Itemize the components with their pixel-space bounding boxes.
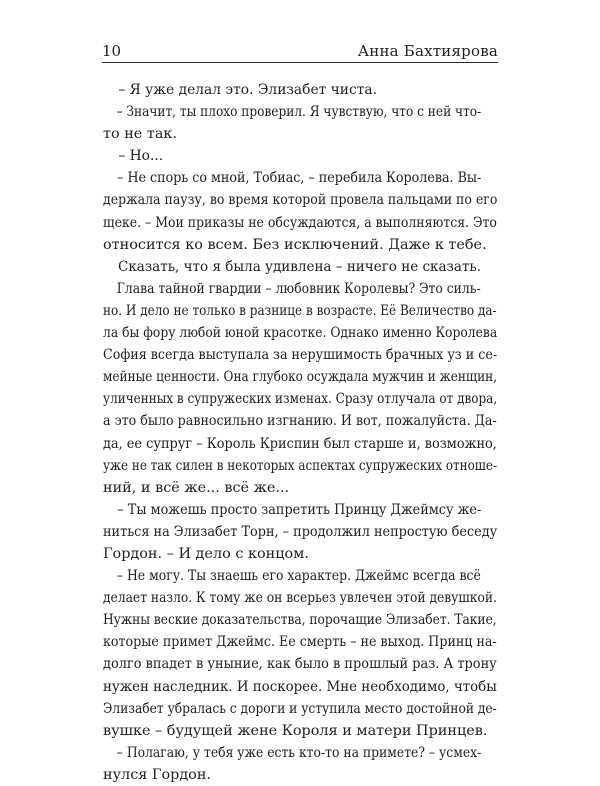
text-line: ниться на Элизабет Торн, – продолжил непростую беседу [103, 523, 498, 540]
text-line: Элизабет убралась с дороги и уступила место достойной де- [103, 700, 497, 717]
running-head [102, 40, 498, 63]
body-text [103, 79, 497, 786]
text-line: Нужны веские доказательства, порочащие Элизабет. Такие, [103, 612, 497, 629]
paragraph [103, 565, 497, 742]
text-line: уже не так силен в некоторых аспектах супружеских отноше- [103, 457, 497, 474]
paragraph [103, 145, 497, 167]
paragraph [103, 742, 497, 786]
text-line: ний, и всё же... всё же... [103, 479, 290, 496]
text-line: Глава тайной гвардии – любовник Королевы? Это силь- [116, 280, 481, 297]
paragraph [103, 101, 497, 145]
text-line: – Не спорь со мной, Тобиас, – перебила Королева. Вы- [117, 170, 482, 187]
text-line: мейные ценности. Она глубоко осуждала мужчин и женщин, [103, 369, 498, 386]
text-line: – Не могу. Ты знаешь его характер. Джеймс всегда всё [116, 568, 481, 585]
text-line: держала паузу, во время которой провела пальцами по его [103, 192, 498, 209]
text-line: Гордон. – И дело с концом. [103, 545, 309, 562]
paragraph [103, 256, 497, 278]
text-line: – Но... [118, 148, 164, 165]
paragraph [103, 499, 497, 565]
paragraph [103, 167, 497, 255]
text-line: нулся Гордон. [103, 766, 212, 783]
text-line: уличенных в супружеских изменах. Сразу отлучала от двора, [103, 391, 498, 408]
text-line: а это было равносильно изгнанию. И вот, пожалуйста. Да- [103, 413, 497, 430]
text-line: – Полагаю, у тебя уже есть кто-то на примете? – усмех- [116, 744, 482, 761]
text-line: да, ее супруг – Король Криспин был старше и, возможно, [103, 435, 497, 452]
text-line: делает назло. К тому же он всерьез увлечен этой девушкой. [103, 590, 497, 607]
text-line: но. И дело не только в разнице в возрасте. Её Величество да- [103, 302, 497, 319]
paragraph [103, 278, 497, 499]
text-line: вушке – будущей жене Короля и матери Принцев. [103, 722, 488, 739]
text-line: долго впадет в уныние, как было в прошлый раз. А трону [103, 656, 497, 673]
text-line: – Значит, ты плохо проверил. Я чувствую, что с ней что- [116, 104, 482, 121]
text-line: то не так. [103, 126, 177, 143]
text-line: Сказать, что я была удивлена – ничего не сказать. [118, 258, 482, 275]
text-line: – Я уже делал это. Элизабет чиста. [118, 82, 377, 98]
text-line: щеке. – Мои приказы не обсуждаются, а выполняются. Это [103, 214, 497, 231]
text-line: – Ты можешь просто запретить Принцу Джеймсу же- [117, 501, 482, 518]
text-line: относится ко всем. Без исключений. Даже к тебе. [103, 236, 487, 253]
paragraph [103, 79, 497, 101]
text-line: нужен наследник. И поскорее. Мне необходимо, чтобы [103, 678, 497, 695]
text-line: ла бы фору любой юной красотке. Однако именно Королева [103, 325, 498, 342]
text-line: которые примет Джеймс. Ее смерть – не выход. Принц на- [103, 634, 497, 651]
author-name: Анна Бахтиярова [357, 42, 498, 60]
text-line: София всегда выступала за нерушимость брачных уз и се- [103, 347, 498, 364]
page-number: 10 [102, 42, 122, 60]
